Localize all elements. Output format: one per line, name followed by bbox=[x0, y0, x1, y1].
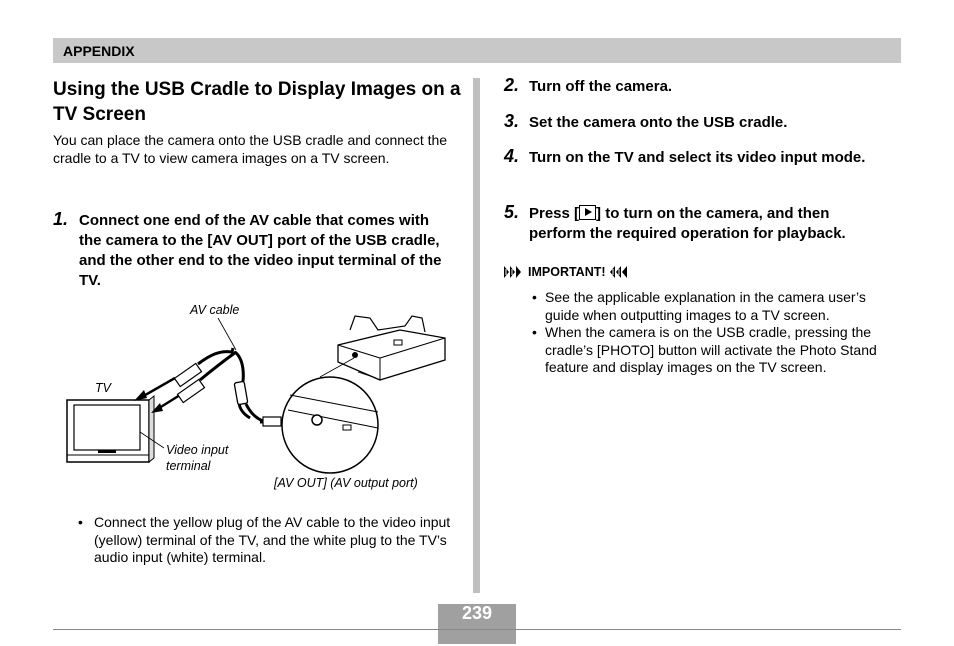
connection-note bbox=[78, 514, 469, 567]
connection-diagram-svg bbox=[60, 300, 460, 500]
usb-cradle-drawing bbox=[320, 316, 445, 380]
important-label: IMPORTANT! bbox=[528, 265, 606, 279]
header-bar bbox=[53, 38, 901, 63]
important-heading bbox=[504, 265, 630, 279]
av-cable-label: AV cable bbox=[190, 303, 240, 317]
page-number-box bbox=[438, 604, 516, 626]
av-out-label: [AV OUT] (AV output port) bbox=[274, 476, 418, 490]
step-number: 2. bbox=[504, 75, 520, 95]
connection-illustration bbox=[60, 300, 460, 500]
tv-label: TV bbox=[95, 381, 111, 395]
tv-drawing bbox=[67, 396, 154, 462]
step-text: Connect one end of the AV cable that comes with the camera to the [AV OUT] port of the USB cradle, and the other end to the video input terminal of the TV. bbox=[79, 212, 442, 289]
step-number: 5. bbox=[504, 202, 520, 222]
step-number: 4. bbox=[504, 146, 520, 166]
bullet-dot: • bbox=[78, 514, 83, 530]
important-item: • When the camera is on the USB cradle, pressing the cradle’s [PHOTO] button will activate the Photo Stand feature and display images on the TV screen. bbox=[532, 324, 902, 377]
connection-note-text: Connect the yellow plug of the AV cable to the video input (yellow) terminal of the TV, and the white plug to the TV’s audio input (white) terminal. bbox=[94, 514, 451, 565]
important-list bbox=[532, 289, 902, 377]
av-plugs bbox=[174, 363, 204, 402]
port-closeup bbox=[282, 377, 378, 473]
step-number: 1. bbox=[53, 209, 69, 229]
intro-paragraph: You can place the camera onto the USB cradle and connect the cradle to a TV to view camera images on a TV screen. bbox=[53, 132, 448, 166]
important-marks-icon bbox=[610, 266, 630, 278]
step-text: Turn on the TV and select its video input mode. bbox=[529, 149, 866, 166]
column-divider bbox=[473, 78, 480, 593]
step-text bbox=[529, 204, 889, 244]
important-item: • See the applicable explanation in the camera user’s guide when outputting images to a TV screen. bbox=[532, 289, 902, 324]
play-icon bbox=[579, 205, 596, 220]
step-text: Set the camera onto the USB cradle. bbox=[529, 114, 788, 131]
step-text-before: Press [ bbox=[529, 205, 580, 222]
step-text-after: ] to turn on the camera, and then perform the required operation for playback. bbox=[529, 205, 846, 242]
section-label: APPENDIX bbox=[63, 43, 135, 59]
important-marks-icon bbox=[504, 266, 524, 278]
section-title: Using the USB Cradle to Display Images on a TV Screen bbox=[53, 79, 461, 125]
step-number: 3. bbox=[504, 111, 520, 131]
footer-rule bbox=[53, 629, 901, 630]
video-input-label: Video input terminal bbox=[166, 443, 229, 473]
step-text: Turn off the camera. bbox=[529, 78, 673, 95]
page-number: 239 bbox=[461, 603, 493, 623]
